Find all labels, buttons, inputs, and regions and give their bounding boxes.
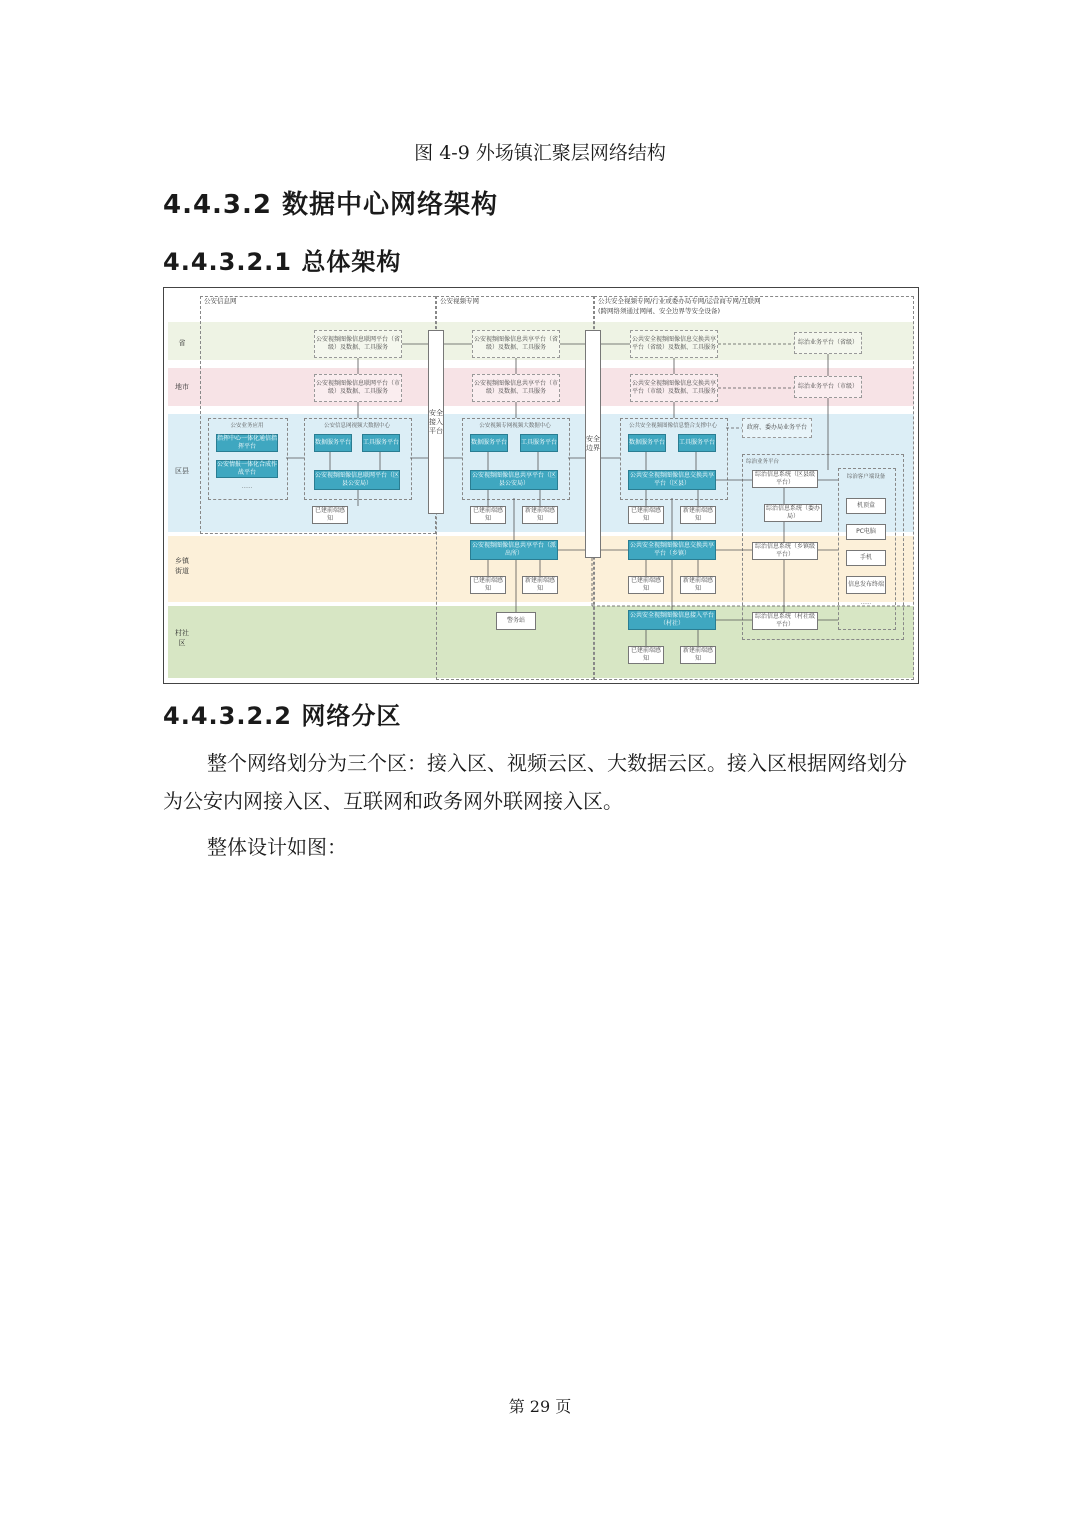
row-label-village: 村社区 [175,629,189,647]
town-video-built-sensing: 已建前端感知 [470,576,506,594]
client-devices-label: 综治客户端设备 [846,474,886,480]
secure-border: 安全边界 [585,330,601,558]
police-apps-ellipsis: …… [241,484,253,490]
client-pc: PC电脑 [846,524,886,540]
figure-caption: 图 4-9 外场镇汇聚层网络结构 [414,142,666,164]
police-station: 警务站 [496,612,536,630]
county-video-platform: 公安视频图像信息共享平台（区县公安局） [470,470,558,490]
county-public-new-sensing: 新建前端感知 [680,506,716,524]
public-bigdata-label: 公共安全视频图像信息整合支撑中心 [628,423,717,429]
client-ellipsis: …… [860,600,872,606]
video-bigdata-label: 公安视频专网视频大数据中心 [479,423,551,429]
row-label-county: 区县 [175,467,189,475]
command-platform: 指挥中心一体化通信指挥平台 [217,435,278,450]
province-zz-platform: 综治业务平台（省级） [794,332,862,354]
city-police-platform: 公安视频图像信息联网平台（市级）及数据、工具服务 [314,374,402,402]
province-video-platform: 公安视频图像信息共享平台（省级）及数据、工具服务 [472,330,560,358]
city-video-platform: 公安视频图像信息共享平台（市级）及数据、工具服务 [472,374,560,402]
client-info-terminal: 信息发布终端 [846,576,886,594]
village-built-sensing: 已建前端感知 [628,646,664,664]
zz-village-system: 综治信息系统（村社级平台） [752,612,818,630]
county-video-new-sensing: 新建前端感知 [522,506,558,524]
city-public-platform: 公共安全视频图像信息交换共享平台（市级）及数据、工具服务 [630,374,718,402]
zz-county-system: 综治信息系统（区县级平台） [752,470,818,488]
secure-access-platform: 安全接入平台 [428,330,444,514]
town-video-new-sensing: 新建前端感知 [522,576,558,594]
public-data-service: 数据服务平台 [628,434,666,452]
village-access-platform: 公共安全视频图像信息接入平台（村社） [628,610,716,630]
page-number: 第 29 页 [508,1397,572,1416]
row-label-city: 地市 [175,383,189,391]
county-public-platform: 公共安全视频图像信息交换共享平台（区县） [628,470,716,490]
police-data-service: 数据服务平台 [314,434,352,452]
section-heading: 4.4.3.2 数据中心网络架构 [163,190,499,220]
zz-town-system: 综治信息系统（乡镇级平台） [752,542,818,560]
town-public-new-sensing: 新建前端感知 [680,576,716,594]
client-phone: 手机 [846,550,886,566]
paragraph-zones: 整个网络划分为三个区：接入区、视频云区、大数据云区。接入区根据网络划分为公安内网接入区、互联网和政务网外联网接入区。 [163,751,907,813]
row-label-town: 乡镇街道 [175,557,189,575]
village-new-sensing: 新建前端感知 [680,646,716,664]
network-architecture-diagram [163,287,919,684]
police-bigdata-label: 公安信息网视频大数据中心 [323,423,390,429]
province-public-platform: 公共安全视频图像信息交换共享平台（省级）及数据、工具服务 [630,330,718,358]
gov-business-platform: 政府、委办局业务平台 [742,418,812,438]
county-police-built-sensing: 已建前端感知 [312,506,348,524]
intelligence-platform: 公安情报一体化合成作战平台 [217,461,278,476]
county-public-built-sensing: 已建前端感知 [628,506,664,524]
paragraph-design-intro: 整体设计如图： [207,835,347,859]
header-public-net: 公共安全视频专网/行业或委办局专网/运营商专网/互联网 [598,297,761,305]
police-tool-service: 工具服务平台 [362,434,400,452]
client-set-top-box: 机顶盒 [846,498,886,514]
province-police-platform: 公安视频图像信息联网平台（省级）及数据、工具服务 [314,330,402,358]
zz-office-system: 综治信息系统（委办局） [765,505,820,520]
town-public-built-sensing: 已建前端感知 [628,576,664,594]
county-video-built-sensing: 已建前端感知 [470,506,506,524]
subsection-heading-zones: 4.4.3.2.2 网络分区 [163,702,402,730]
town-video-platform: 公安视频图像信息共享平台（派出所） [470,540,558,560]
county-police-platform: 公安视频图像信息联网平台（区县公安局） [314,470,400,490]
zz-business-label: 综治业务平台 [746,459,780,465]
row-label-province: 省 [178,339,186,347]
header-public-net-sub: (跨网络须通过网闸、安全边界等安全设备) [598,307,721,315]
town-public-platform: 公共安全视频图像信息交换共享平台（乡镇） [628,540,716,560]
city-zz-platform: 综治业务平台（市级） [794,376,862,398]
police-apps-label: 公安业务应用 [230,423,264,429]
subsection-heading-overall: 4.4.3.2.1 总体架构 [163,248,402,276]
header-police-net: 公安信息网 [204,297,237,305]
header-video-net: 公安视频专网 [440,297,479,305]
video-data-service: 数据服务平台 [470,434,508,452]
public-tool-service: 工具服务平台 [678,434,716,452]
video-tool-service: 工具服务平台 [520,434,558,452]
